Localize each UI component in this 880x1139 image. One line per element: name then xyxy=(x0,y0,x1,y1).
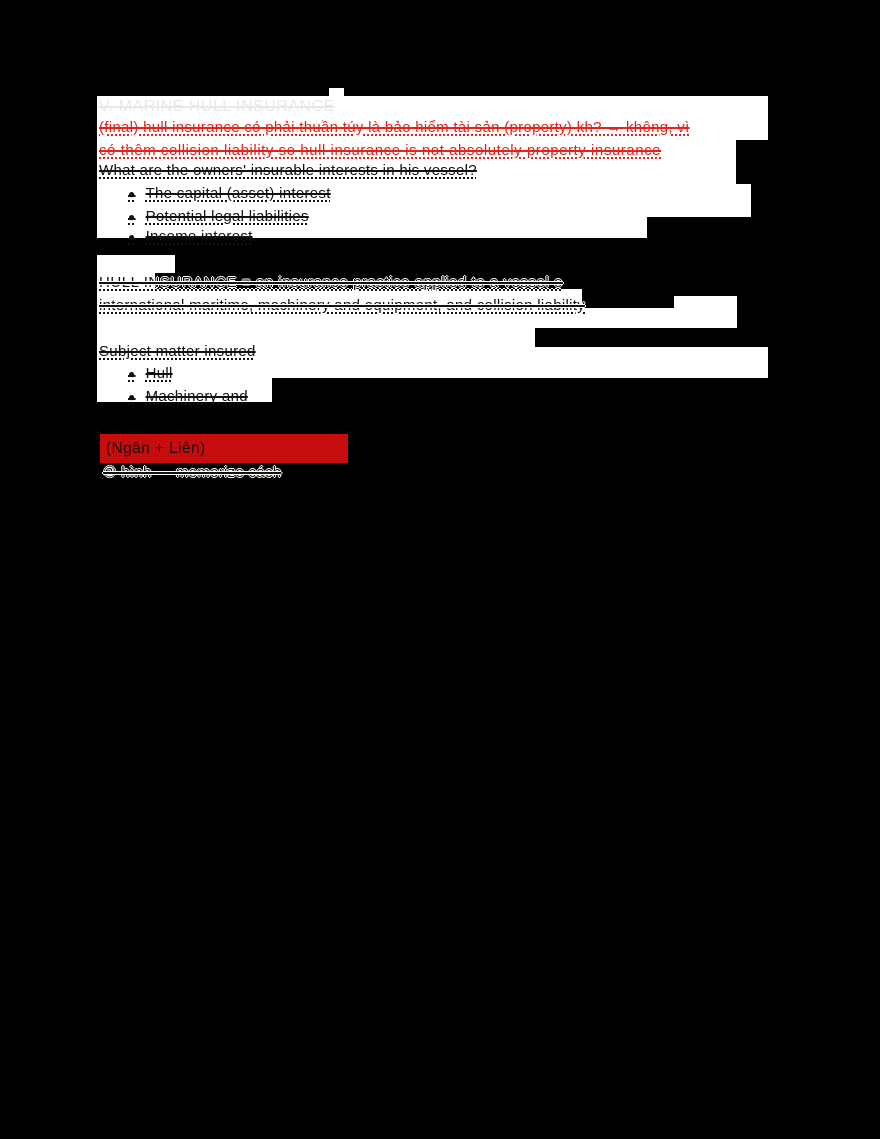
subject-item-machinery: ● Machinery and xyxy=(128,388,248,405)
definition-line-1: HULL INSURANCE = an insurance practice applied to a vessel o xyxy=(99,274,563,291)
red-note-line-1: (final) hull insurance có phải thuần túy là bảo hiểm tài sản (property) kh? → không, vì xyxy=(99,119,690,136)
redaction-rect xyxy=(647,217,768,238)
subject-item-machinery-clip xyxy=(97,387,272,403)
paper-notch xyxy=(97,255,175,273)
bullet-icon: ● xyxy=(128,210,136,224)
bullet-icon: ● xyxy=(128,367,136,381)
partial-line-clip xyxy=(103,463,343,481)
redaction-rect xyxy=(535,328,768,347)
redaction-rect xyxy=(582,286,674,308)
partial-line: ② hình — memorize cách xyxy=(103,464,282,481)
redaction-rect xyxy=(737,286,768,328)
interest-item-1: ● The capital (asset) interest xyxy=(128,185,331,202)
ghost-title: V. MARINE HULL INSURANCE xyxy=(99,98,335,115)
redaction-rect xyxy=(751,183,768,217)
red-note-line-2: có thêm collision liability so hull insurance is not absolutely property insurance xyxy=(99,142,662,159)
interest-item-2: ● Potential legal liabilities xyxy=(128,208,309,225)
interest-item-3: ● Income interest xyxy=(128,228,253,245)
subject-item-hull: ● Hull xyxy=(128,365,173,382)
subject-heading: Subject matter insured xyxy=(99,343,256,360)
definition-line-2: international maritime, machinery and equipment, and collision liability xyxy=(99,297,585,314)
question-line: What are the owners' insurable interests in his vessel? xyxy=(99,162,477,179)
assignees-label: (Ngân + Liên) xyxy=(106,440,206,457)
bullet-icon: ● xyxy=(128,230,136,244)
bullet-icon: ● xyxy=(128,187,136,201)
redaction-rect xyxy=(736,140,768,184)
bullet-icon: ● xyxy=(128,390,136,404)
